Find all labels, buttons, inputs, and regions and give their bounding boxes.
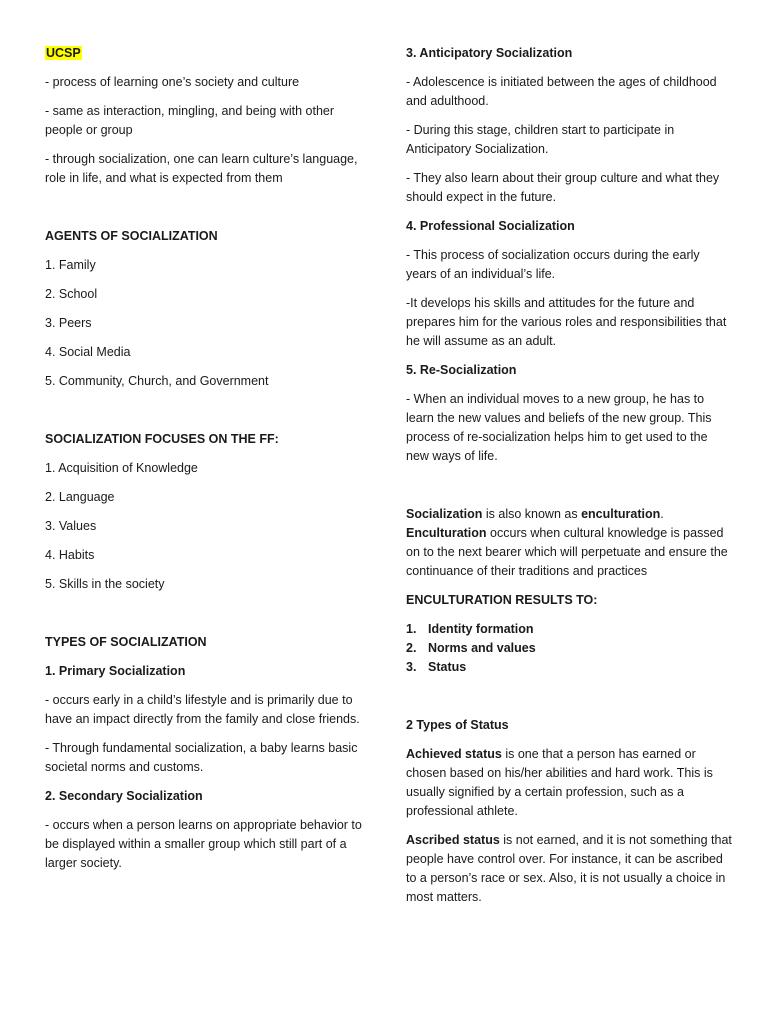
agent-item: 5. Community, Church, and Government — [45, 374, 269, 388]
term-enculturation-start: Enculturation — [406, 526, 487, 540]
focus-item: 1. Acquisition of Knowledge — [45, 461, 198, 475]
list-number: 2. — [406, 641, 417, 655]
achieved-paragraph — [406, 745, 732, 821]
intro-line: - through socialization, one can learn culture’s language, role in life, and what is expected from them — [45, 152, 358, 185]
results-list — [406, 620, 732, 677]
focus-heading: SOCIALIZATION FOCUSES ON THE FF: — [45, 432, 279, 446]
enculturation-paragraph — [406, 505, 732, 581]
ascribed-paragraph — [406, 831, 732, 907]
document-title — [45, 44, 365, 63]
anticipatory-heading: 3. Anticipatory Socialization — [406, 46, 573, 60]
primary-text: - Through fundamental socialization, a baby learns basic societal norms and customs. — [45, 741, 358, 774]
list-text: Norms and values — [428, 641, 536, 655]
agents-heading: AGENTS OF SOCIALIZATION — [45, 229, 218, 243]
term-achieved: Achieved status — [406, 747, 502, 761]
anticipatory-text: - During this stage, children start to participate in Anticipatory Socialization. — [406, 123, 675, 156]
types-heading: TYPES OF SOCIALIZATION — [45, 635, 207, 649]
highlighted-title: UCSP — [46, 46, 81, 60]
primary-text: - occurs early in a child’s lifestyle and is primarily due to have an impact directly from the family and close friends. — [45, 693, 360, 726]
professional-text: - This process of socialization occurs during the early years of an individual’s life. — [406, 248, 700, 281]
secondary-text: - occurs when a person learns on appropriate behavior to be displayed within a smaller group which still part of a larger society. — [45, 818, 362, 870]
intro-line: - process of learning one’s society and culture — [45, 75, 300, 89]
spacer — [406, 476, 732, 505]
professional-heading: 4. Professional Socialization — [406, 219, 575, 233]
focus-item: 4. Habits — [45, 548, 95, 562]
enculturation-text: . — [660, 507, 664, 521]
resocialization-heading: 5. Re-Socialization — [406, 363, 517, 377]
spacer — [45, 198, 365, 227]
agent-item: 4. Social Media — [45, 345, 131, 359]
focus-item: 3. Values — [45, 519, 97, 533]
term-enculturation: enculturation — [581, 507, 661, 521]
list-item — [406, 639, 732, 658]
ascribed-text: is not earned, and it is not something that people have control over. For instance, it can be ascribed to a person’s race or sex. Also, it is not usually a choice in most matters. — [406, 833, 732, 904]
spacer — [45, 401, 365, 430]
enculturation-text: occurs when cultural knowledge is passed on to the next bearer which will perpetuate and ensure the continuance of their traditions and practices — [406, 526, 728, 578]
focus-item: 2. Language — [45, 490, 115, 504]
agent-item: 2. School — [45, 287, 98, 301]
list-item — [406, 620, 732, 639]
left-column — [45, 44, 365, 883]
spacer — [45, 604, 365, 633]
primary-heading: 1. Primary Socialization — [45, 664, 186, 678]
professional-text: -It develops his skills and attitudes for the future and prepares him for the various roles and responsibilities that he will assume as an adult. — [406, 296, 727, 348]
focus-item: 5. Skills in the society — [45, 577, 165, 591]
list-item — [406, 658, 732, 677]
intro-line: - same as interaction, mingling, and being with other people or group — [45, 104, 335, 137]
term-socialization: Socialization — [406, 507, 483, 521]
achieved-text: is one that a person has earned or chosen based on his/her abilities and hard work. This is usually signified by a certain profession, such as a professional athlete. — [406, 747, 713, 818]
anticipatory-text: - Adolescence is initiated between the ages of childhood and adulthood. — [406, 75, 717, 108]
anticipatory-text: - They also learn about their group culture and what they should expect in the future. — [406, 171, 720, 204]
right-column — [406, 44, 732, 917]
status-heading: 2 Types of Status — [406, 718, 509, 732]
agent-item: 1. Family — [45, 258, 96, 272]
secondary-heading: 2. Secondary Socialization — [45, 789, 203, 803]
term-ascribed: Ascribed status — [406, 833, 500, 847]
list-text: Identity formation — [428, 622, 534, 636]
agent-item: 3. Peers — [45, 316, 92, 330]
list-text: Status — [428, 660, 467, 674]
enculturation-text: is also known as — [482, 507, 582, 521]
list-number: 3. — [406, 660, 417, 674]
list-number: 1. — [406, 622, 417, 636]
resocialization-text: - When an individual moves to a new group, he has to learn the new values and beliefs of the new group. This process of re-socialization helps him to get used to the new ways of life. — [406, 392, 712, 463]
spacer — [406, 687, 732, 716]
results-heading: ENCULTURATION RESULTS TO: — [406, 593, 598, 607]
